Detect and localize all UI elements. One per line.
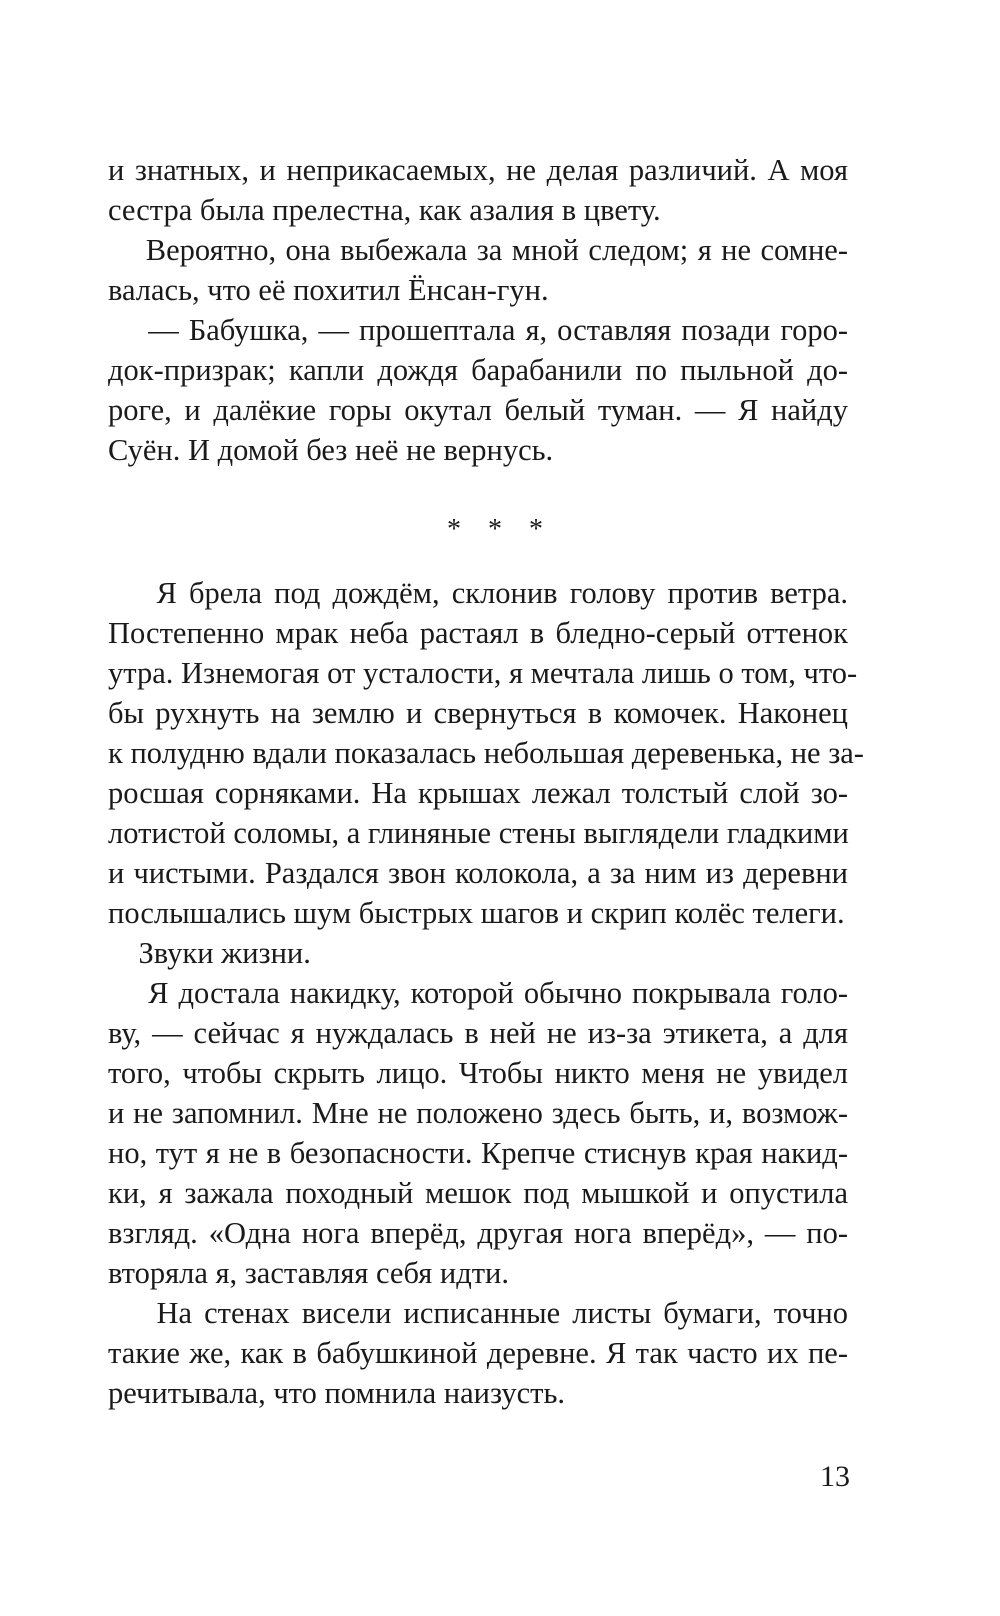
text-line: к полудню вдали показалась небольшая деревенька, не за- — [108, 736, 864, 770]
text-line: росшая сорняками. На крышах лежал толстый слой зо- — [108, 776, 848, 810]
text-line: Я брела под дождём, склонив голову против ветра. — [108, 576, 848, 610]
text-line: Я достала накидку, которой обычно покрывала голо- — [108, 976, 848, 1010]
text-section-1 — [108, 150, 848, 470]
text-line: Вероятно, она выбежала за мной следом; я не сомне- — [108, 233, 848, 267]
text-line: лотистой соломы, а глиняные стены выглядели гладкими — [108, 816, 849, 850]
text-line: роге, и далёкие горы окутал белый туман. — Я найду — [108, 393, 848, 427]
text-line: бы рухнуть на землю и свернуться в комочек. Наконец — [108, 696, 848, 730]
text-line: ки, я зажала походный мешок под мышкой и опустила — [108, 1176, 848, 1210]
text-line: док-призрак; капли дождя барабанили по пыльной до- — [108, 353, 848, 387]
text-line: На стенах висели исписанные листы бумаги, точно — [108, 1296, 848, 1330]
page-number: 13 — [820, 1460, 850, 1493]
text-line: — Бабушка, — прошептала я, оставляя позади горо- — [108, 313, 848, 347]
text-line: вторяла я, заставляя себя идти. — [108, 1256, 509, 1290]
text-line: речитывала, что помнила наизусть. — [108, 1376, 566, 1410]
text-line: такие же, как в бабушкиной деревне. Я так часто их пе- — [108, 1336, 848, 1370]
text-line: взгляд. «Одна нога вперёд, другая нога вперёд», — по- — [108, 1216, 848, 1250]
text-line: но, тут я не в безопасности. Крепче стиснув края накид- — [108, 1136, 848, 1170]
text-line: Постепенно мрак неба растаял в бледно-серый оттенок — [108, 616, 848, 650]
text-line: и не запомнил. Мне не положено здесь быть, и, возмож- — [108, 1096, 848, 1130]
text-line: того, чтобы скрыть лицо. Чтобы никто меня не увидел — [108, 1056, 848, 1090]
text-line: и знатных, и неприкасаемых, не делая различий. А моя — [108, 153, 848, 187]
text-line: сестра была прелестна, как азалия в цвету. — [108, 193, 661, 227]
text-line: ву, — сейчас я нуждалась в ней не из-за этикета, а для — [108, 1016, 848, 1050]
text-section-2 — [108, 573, 864, 1413]
text-line: Суён. И домой без неё не вернусь. — [108, 433, 554, 467]
section-separator: * * * — [447, 514, 553, 545]
text-line: утра. Изнемогая от усталости, я мечтала лишь о том, что- — [108, 656, 858, 690]
text-line: Звуки жизни. — [108, 936, 311, 970]
text-line: валась, что её похитил Ёнсан-гун. — [108, 273, 549, 307]
text-line: послышались шум быстрых шагов и скрип колёс телеги. — [108, 896, 845, 930]
text-line: и чистыми. Раздался звон колокола, а за ним из деревни — [108, 856, 848, 890]
